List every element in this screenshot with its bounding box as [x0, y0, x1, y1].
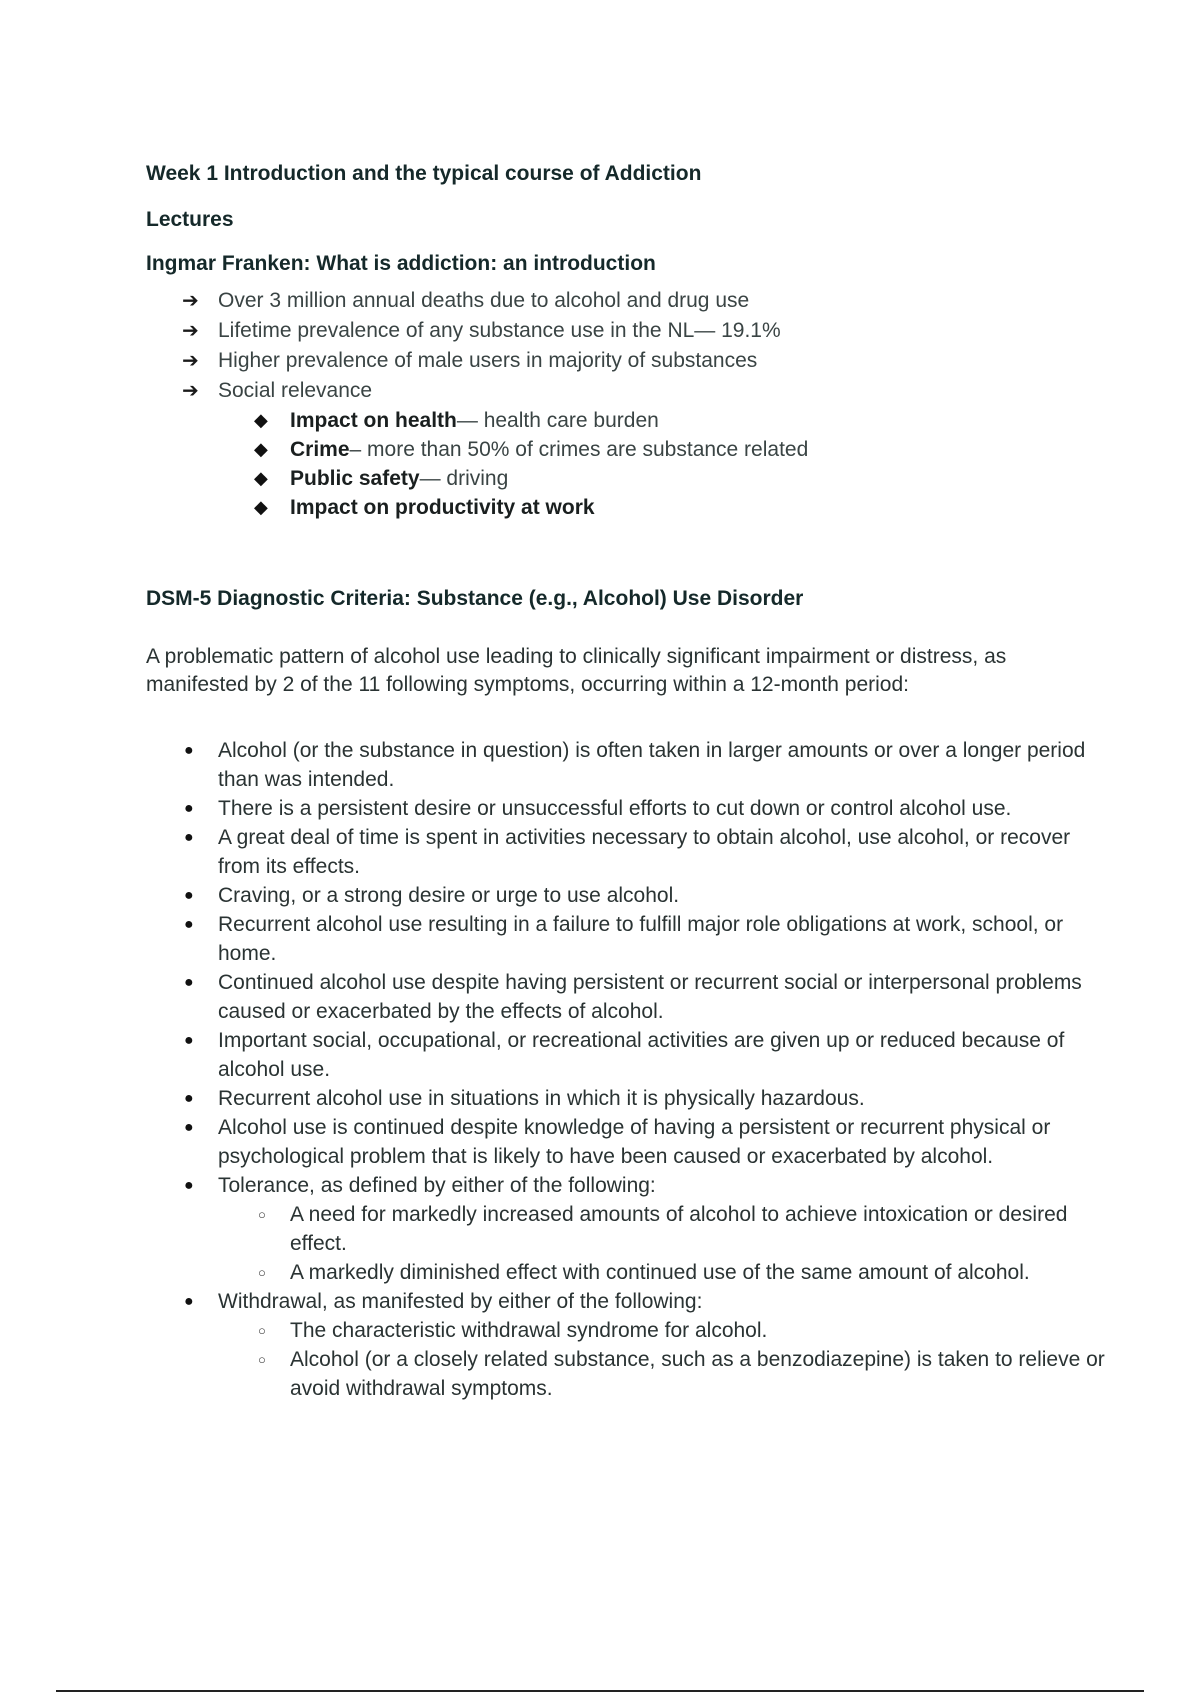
diamond-bullet-icon: ◆ [254, 410, 268, 430]
arrow-icon: ➔ [182, 350, 199, 372]
list-item: ● Alcohol use is continued despite knowledge of having a persistent or recurrent physical or psychological problem that is likely to have been caused or exacerbated by alcohol. [146, 1113, 1106, 1171]
arrow-list [146, 286, 1106, 522]
footer-rule [56, 1690, 1144, 1692]
bullet-icon: ● [184, 800, 194, 817]
bullet-icon: ● [184, 916, 194, 933]
list-item: ● Continued alcohol use despite having persistent or recurrent social or interpersonal problems caused or exacerbated by the effects of alcohol. [146, 968, 1106, 1026]
bullet-icon: ● [184, 1090, 194, 1107]
document-page [146, 160, 1106, 1400]
week-heading: Week 1 Introduction and the typical course of Addiction [146, 162, 702, 185]
bullet-icon: ● [184, 1293, 194, 1310]
list-item: ○ A markedly diminished effect with continued use of the same amount of alcohol. [146, 1258, 1106, 1287]
list-item: ● Tolerance, as defined by either of the following: ○ A need for markedly increased amounts of alcohol to achieve intoxication or desired effect. ○ A markedly diminished effect with continued use of the same amount of alcohol. [146, 1171, 1106, 1287]
list-item: ● There is a persistent desire or unsuccessful efforts to cut down or control alcohol use. [146, 794, 1106, 823]
list-item: ● Important social, occupational, or recreational activities are given up or reduced because of alcohol use. [146, 1026, 1106, 1084]
lectures-heading: Lectures [146, 208, 234, 231]
list-item: ● Recurrent alcohol use resulting in a failure to fulfill major role obligations at work, school, or home. [146, 910, 1106, 968]
lecture-title: Ingmar Franken: What is addiction: an introduction [146, 252, 656, 275]
list-item: ○ The characteristic withdrawal syndrome for alcohol. [146, 1316, 1106, 1345]
list-item: ◆ Impact on health— health care burden [146, 406, 1106, 435]
bullet-icon: ● [184, 974, 194, 991]
diamond-bullet-icon: ◆ [254, 439, 268, 459]
bullet-icon: ● [184, 1032, 194, 1049]
list-item: ◆ Public safety— driving [146, 464, 1106, 493]
hollow-bullet-icon: ○ [258, 1265, 266, 1280]
list-item: ● Withdrawal, as manifested by either of the following: ○ The characteristic withdrawal syndrome for alcohol. ○ Alcohol (or a closely related substance, such as a benzodiazepine) is taken to relieve or avoid withdrawal symptoms. [146, 1287, 1106, 1403]
social-relevance-list [146, 406, 1106, 522]
arrow-icon: ➔ [182, 290, 199, 312]
list-item: ○ Alcohol (or a closely related substance, such as a benzodiazepine) is taken to relieve or avoid withdrawal symptoms. [146, 1345, 1106, 1403]
withdrawal-sublist [218, 1316, 1106, 1403]
intro-paragraph: A problematic pattern of alcohol use leading to clinically significant impairment or distress, as manifested by 2 of the 11 following symptoms, occurring within a 12-month period: [146, 645, 1007, 696]
list-item: ○ A need for markedly increased amounts of alcohol to achieve intoxication or desired effect. [146, 1200, 1106, 1258]
list-item: ◆ Impact on productivity at work [146, 493, 1106, 522]
list-item: ➔ Over 3 million annual deaths due to alcohol and drug use [146, 286, 1106, 316]
tolerance-sublist [218, 1200, 1106, 1287]
criteria-list [146, 736, 1106, 1403]
list-item: ● Recurrent alcohol use in situations in which it is physically hazardous. [146, 1084, 1106, 1113]
diamond-bullet-icon: ◆ [254, 497, 268, 517]
list-item: ➔ Social relevance ◆ Impact on health— health care burden ◆ Crime– more than 50% of crimes are substance related ◆ Public safety— driving ◆ Impact on productivity at work [146, 376, 1106, 522]
list-item: ➔ Higher prevalence of male users in majority of substances [146, 346, 1106, 376]
list-item: ◆ Crime– more than 50% of crimes are substance related [146, 435, 1106, 464]
hollow-bullet-icon: ○ [258, 1207, 266, 1222]
arrow-icon: ➔ [182, 380, 199, 402]
bullet-icon: ● [184, 1119, 194, 1136]
bullet-icon: ● [184, 1177, 194, 1194]
bullet-icon: ● [184, 887, 194, 904]
list-item: ● Alcohol (or the substance in question) is often taken in larger amounts or over a longer period than was intended. [146, 736, 1106, 794]
bullet-icon: ● [184, 829, 194, 846]
list-item: ➔ Lifetime prevalence of any substance use in the NL— 19.1% [146, 316, 1106, 346]
list-item: ● Craving, or a strong desire or urge to use alcohol. [146, 881, 1106, 910]
diamond-bullet-icon: ◆ [254, 468, 268, 488]
list-item: ● A great deal of time is spent in activities necessary to obtain alcohol, use alcohol, or recover from its effects. [146, 823, 1106, 881]
bullet-icon: ● [184, 742, 194, 759]
hollow-bullet-icon: ○ [258, 1323, 266, 1338]
arrow-icon: ➔ [182, 320, 199, 342]
dsm-heading: DSM-5 Diagnostic Criteria: Substance (e.g., Alcohol) Use Disorder [146, 587, 804, 610]
hollow-bullet-icon: ○ [258, 1352, 266, 1367]
